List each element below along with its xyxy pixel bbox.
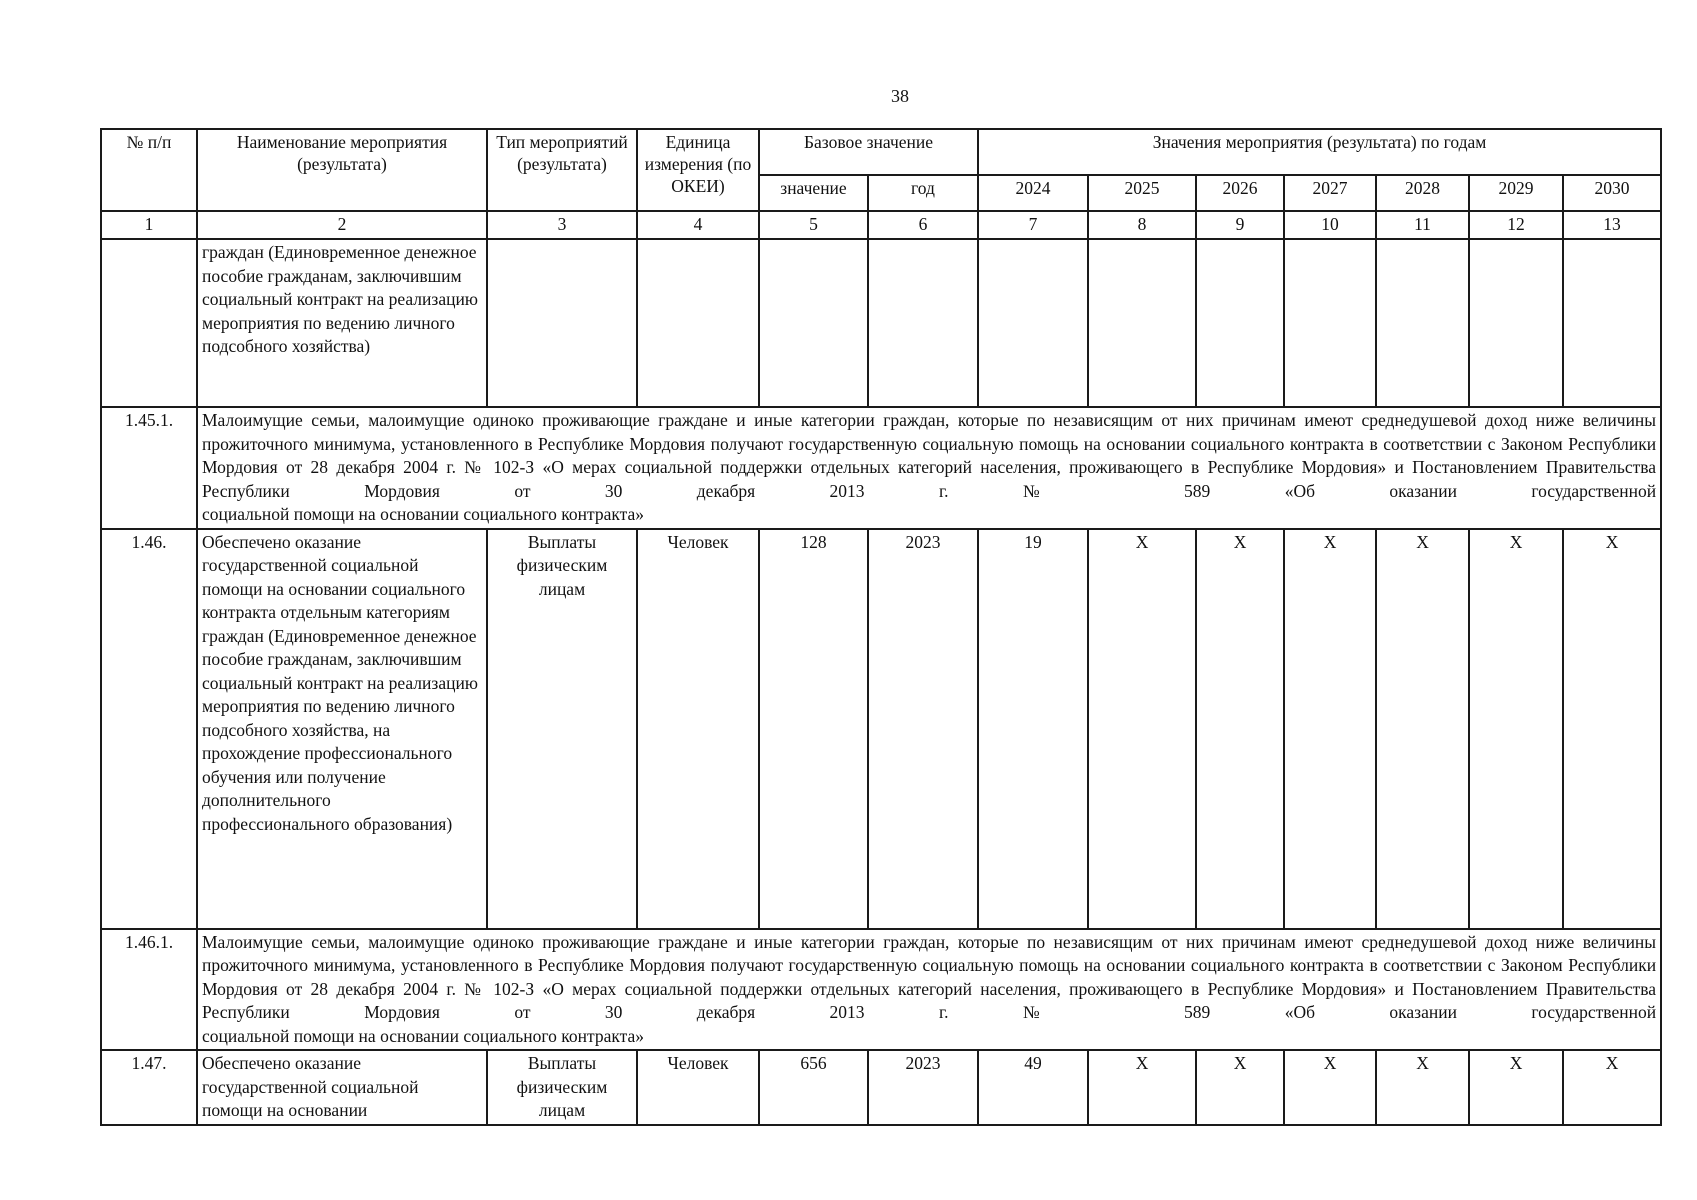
header-row <box>101 129 1661 175</box>
cell-description <box>197 407 1661 529</box>
cell-num: 1.45.1. <box>101 407 197 529</box>
cell-year-value: X <box>1469 529 1563 929</box>
cell-description <box>197 929 1661 1051</box>
header-base-year: год <box>868 175 978 211</box>
description-text-end: социальной помощи на основании социального контракта» <box>202 1025 645 1046</box>
cell-year-value: X <box>1376 529 1469 929</box>
column-number: 13 <box>1563 211 1661 239</box>
cell-empty <box>1376 239 1469 407</box>
column-number: 6 <box>868 211 978 239</box>
description-text: Малоимущие семьи, малоимущие одиноко проживающие граждане и иные категории граждан, которые по независящим от них причинам имеют среднедушевой доход ниже величины прожиточного минимума, установленного в Республике Мордовия получают государственную социальную помощь на основании социального контракта в соответствии с Законом Республики Мордовия от 28 декабря 2004 г. № 102-З «О мерах социальной поддержки отдельных категорий населения, проживающего в Республике Мордовия» и Постановлением Правительства Республики Мордовия от 30 декабря 2013 г. № 589 «Об оказании государственной <box>202 410 1657 501</box>
cell-type: Выплаты физическим лицам <box>487 529 637 929</box>
column-number: 2 <box>197 211 487 239</box>
cell-year-value: X <box>1088 529 1196 929</box>
column-number: 5 <box>759 211 868 239</box>
column-number: 7 <box>978 211 1088 239</box>
cell-empty <box>1088 239 1196 407</box>
cell-year-value: X <box>1088 1050 1196 1125</box>
column-number: 12 <box>1469 211 1563 239</box>
cell-empty <box>868 239 978 407</box>
header-year: 2028 <box>1376 175 1469 211</box>
cell-name: Обеспечено оказание государственной социальной помощи на основании социального контракта отдельным категориям граждан (Единовременное денежное пособие гражданам, заключившим социальный контракт на реализацию мероприятия по ведению личного подсобного хозяйства, на прохождение профессионального обучения или получение дополнительного профессионального образования) <box>197 529 487 929</box>
cell-unit: Человек <box>637 1050 759 1125</box>
column-number: 10 <box>1284 211 1376 239</box>
header-name: Наименование мероприятия (результата) <box>197 129 487 211</box>
cell-year-value: X <box>1563 529 1661 929</box>
cell-empty <box>1196 239 1284 407</box>
header-num: № п/п <box>101 129 197 211</box>
page-number: 38 <box>891 86 909 106</box>
cell-num: 1.46. <box>101 529 197 929</box>
cell-base-year: 2023 <box>868 529 978 929</box>
cell-year-value: X <box>1563 1050 1661 1125</box>
header-base-value: значение <box>759 175 868 211</box>
column-number: 9 <box>1196 211 1284 239</box>
header-year: 2029 <box>1469 175 1563 211</box>
column-number: 11 <box>1376 211 1469 239</box>
header-base: Базовое значение <box>759 129 978 175</box>
cell-empty <box>1563 239 1661 407</box>
cell-base-year: 2023 <box>868 1050 978 1125</box>
cell-num: 1.47. <box>101 1050 197 1125</box>
column-number: 3 <box>487 211 637 239</box>
column-number: 1 <box>101 211 197 239</box>
cell-base-value: 656 <box>759 1050 868 1125</box>
cell-num <box>101 239 197 407</box>
description-text-end: социальной помощи на основании социального контракта» <box>202 504 645 524</box>
column-number-row <box>101 211 1661 239</box>
table-row <box>101 239 1661 407</box>
description-text: Малоимущие семьи, малоимущие одиноко проживающие граждане и иные категории граждан, которые по независящим от них причинам имеют среднедушевой доход ниже величины прожиточного минимума, установленного в Республике Мордовия получают государственную социальную помощь на основании социального контракта в соответствии с Законом Республики Мордовия от 28 декабря 2004 г. № 102-З «О мерах социальной поддержки отдельных категорий населения, проживающего в Республике Мордовия» и Постановлением Правительства Республики Мордовия от 30 декабря 2013 г. № 589 «Об оказании государственной <box>202 931 1657 1022</box>
cell-year-value: X <box>1284 529 1376 929</box>
header-unit: Единица измерения (по ОКЕИ) <box>637 129 759 211</box>
cell-empty <box>978 239 1088 407</box>
table-row <box>101 529 1661 929</box>
cell-base-value: 128 <box>759 529 868 929</box>
header-type: Тип мероприятий (результата) <box>487 129 637 211</box>
header-year: 2025 <box>1088 175 1196 211</box>
cell-empty <box>759 239 868 407</box>
header-year: 2026 <box>1196 175 1284 211</box>
column-number: 4 <box>637 211 759 239</box>
cell-year-value: X <box>1376 1050 1469 1125</box>
header-years: Значения мероприятия (результата) по годам <box>978 129 1661 175</box>
header-year: 2024 <box>978 175 1088 211</box>
table-row <box>101 929 1661 1051</box>
cell-year-value: X <box>1469 1050 1563 1125</box>
cell-empty <box>1284 239 1376 407</box>
cell-unit: Человек <box>637 529 759 929</box>
cell-empty <box>1469 239 1563 407</box>
cell-name: граждан (Единовременное денежное пособие гражданам, заключившим социальный контракт на реализацию мероприятия по ведению личного подсобного хозяйства) <box>197 239 487 407</box>
table-row <box>101 407 1661 529</box>
column-number: 8 <box>1088 211 1196 239</box>
cell-empty <box>637 239 759 407</box>
cell-name: Обеспечено оказание государственной социальной помощи на основании <box>197 1050 487 1125</box>
cell-year-value: 49 <box>978 1050 1088 1125</box>
cell-type: Выплаты физическим лицам <box>487 1050 637 1125</box>
header-year: 2030 <box>1563 175 1661 211</box>
cell-year-value: X <box>1196 1050 1284 1125</box>
cell-empty <box>487 239 637 407</box>
cell-year-value: X <box>1284 1050 1376 1125</box>
measures-table <box>100 128 1662 1126</box>
cell-year-value: X <box>1196 529 1284 929</box>
header-year: 2027 <box>1284 175 1376 211</box>
table-row <box>101 1050 1661 1125</box>
cell-num: 1.46.1. <box>101 929 197 1051</box>
cell-year-value: 19 <box>978 529 1088 929</box>
